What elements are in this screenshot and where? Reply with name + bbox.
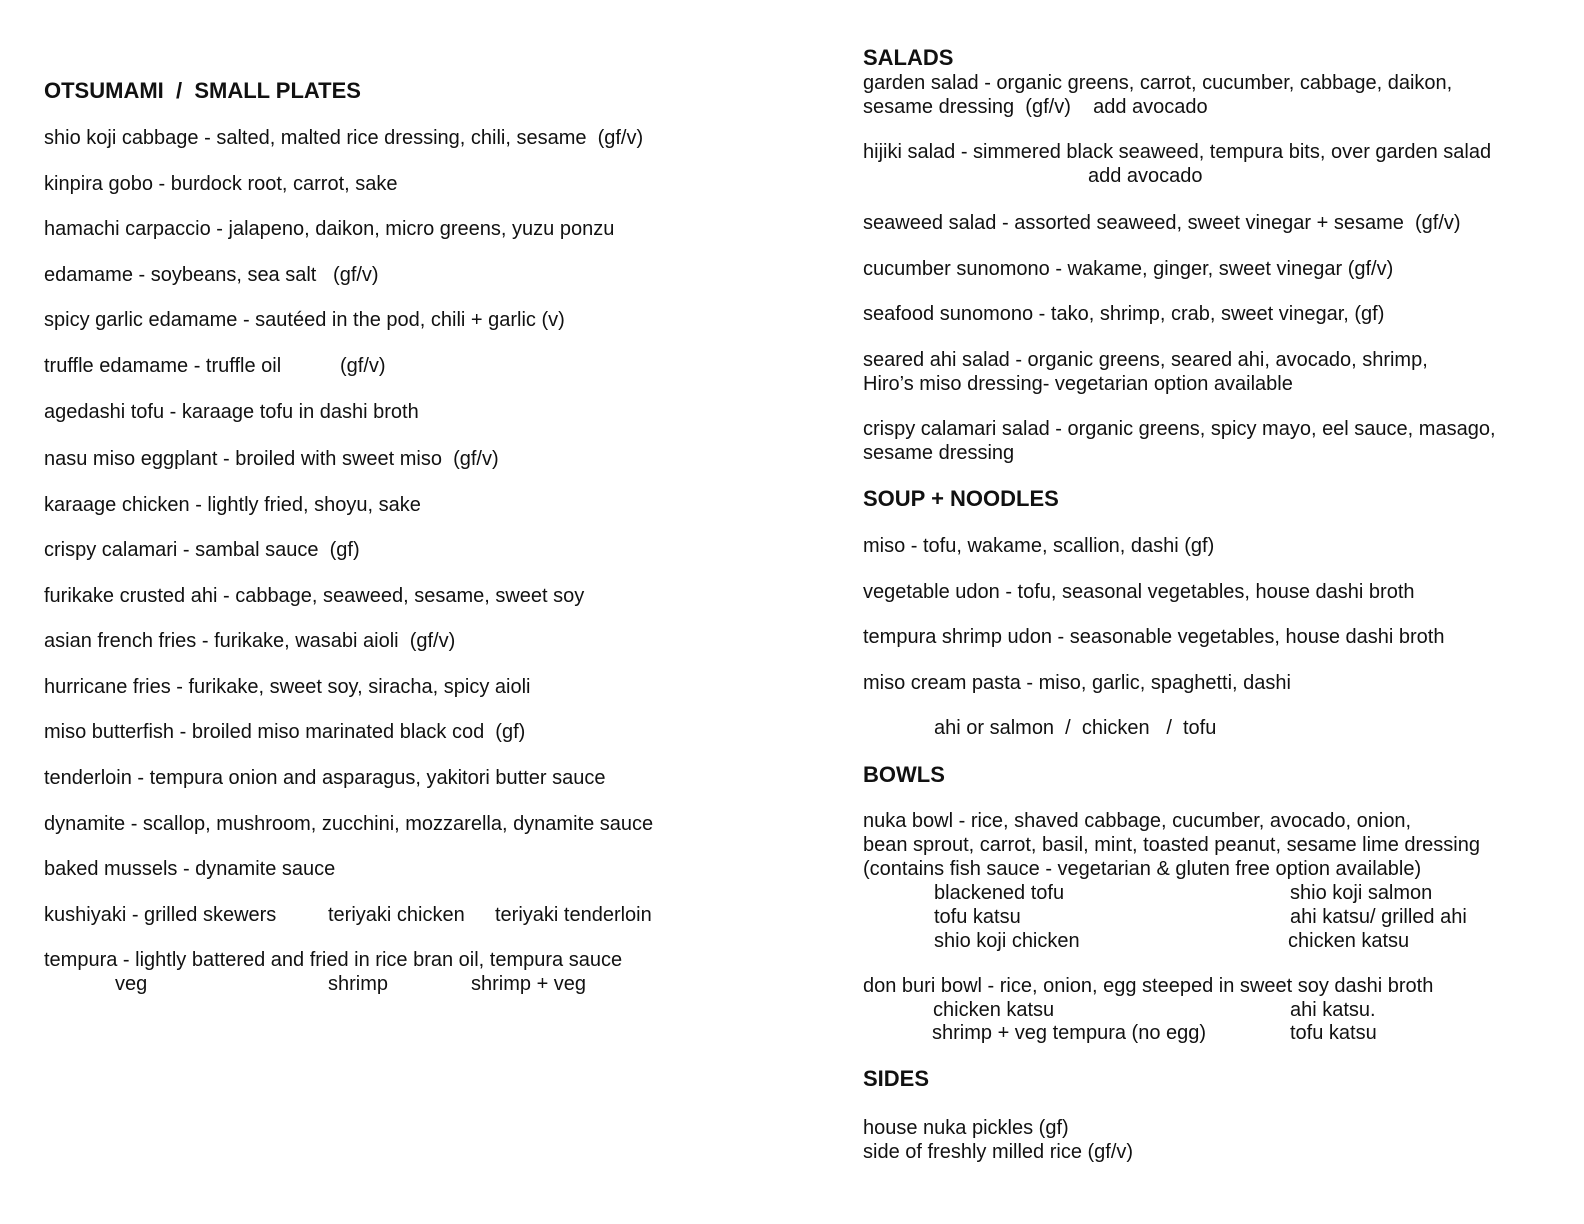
salad-item: cucumber sunomono - wakame, ginger, sweet vinegar (gf/v) (863, 258, 1394, 280)
soup-noodle-item: vegetable udon - tofu, seasonal vegetables, house dashi broth (863, 581, 1415, 603)
small-plates-heading: OTSUMAMI / SMALL PLATES (44, 78, 361, 103)
soup-noodle-option: ahi or salmon / chicken / tofu (934, 717, 1217, 739)
menu-item-option: veg (115, 973, 148, 995)
bowl-option: tofu katsu (1290, 1022, 1377, 1044)
side-item: house nuka pickles (gf) (863, 1117, 1069, 1139)
salad-item: sesame dressing (863, 442, 1015, 464)
menu-item: agedashi tofu - karaage tofu in dashi broth (44, 401, 419, 423)
menu-item: shio koji cabbage - salted, malted rice dressing, chili, sesame (gf/v) (44, 127, 644, 149)
bowl-option: ahi katsu/ grilled ahi (1290, 906, 1467, 928)
menu-item: hamachi carpaccio - jalapeno, daikon, micro greens, yuzu ponzu (44, 218, 615, 240)
menu-item: edamame - soybeans, sea salt (gf/v) (44, 264, 379, 286)
salad-item: Hiro’s miso dressing- vegetarian option available (863, 373, 1293, 395)
menu-item: truffle edamame - truffle oil (44, 355, 282, 377)
salad-item: sesame dressing (gf/v) add avocado (863, 96, 1208, 118)
menu-item: karaage chicken - lightly fried, shoyu, sake (44, 494, 421, 516)
menu-item-option: teriyaki chicken (328, 904, 465, 926)
menu-item: dynamite - scallop, mushroom, zucchini, mozzarella, dynamite sauce (44, 813, 654, 835)
menu-item: spicy garlic edamame - sautéed in the pod, chili + garlic (v) (44, 309, 565, 331)
menu-item: kushiyaki - grilled skewers (44, 904, 277, 926)
soup-noodles-heading: SOUP + NOODLES (863, 486, 1059, 511)
menu-item: crispy calamari - sambal sauce (gf) (44, 539, 360, 561)
bowl-option: chicken katsu (933, 999, 1055, 1021)
bowl-option: blackened tofu (934, 882, 1065, 904)
menu-item-dietary-tag: (gf/v) (340, 355, 386, 377)
bowl-option: shio koji chicken (934, 930, 1080, 952)
menu-item: baked mussels - dynamite sauce (44, 858, 336, 880)
menu-item-option: teriyaki tenderloin (495, 904, 652, 926)
menu-item: hurricane fries - furikake, sweet soy, siracha, spicy aioli (44, 676, 531, 698)
bowls-heading: BOWLS (863, 762, 945, 787)
salad-item: hijiki salad - simmered black seaweed, tempura bits, over garden salad (863, 141, 1492, 163)
side-item: side of freshly milled rice (gf/v) (863, 1141, 1134, 1163)
soup-noodle-item: tempura shrimp udon - seasonable vegetables, house dashi broth (863, 626, 1445, 648)
soup-noodle-item: miso cream pasta - miso, garlic, spaghetti, dashi (863, 672, 1291, 694)
salads-heading: SALADS (863, 45, 954, 70)
bowl-option: ahi katsu. (1290, 999, 1376, 1021)
bowl-item: bean sprout, carrot, basil, mint, toasted peanut, sesame lime dressing (863, 834, 1480, 856)
menu-item: kinpira gobo - burdock root, carrot, sake (44, 173, 398, 195)
soup-noodle-item: miso - tofu, wakame, scallion, dashi (gf) (863, 535, 1215, 557)
salad-item: crispy calamari salad - organic greens, spicy mayo, eel sauce, masago, (863, 418, 1496, 440)
sides-heading: SIDES (863, 1066, 930, 1091)
salad-item: seared ahi salad - organic greens, seared ahi, avocado, shrimp, (863, 349, 1428, 371)
salad-item: garden salad - organic greens, carrot, cucumber, cabbage, daikon, (863, 72, 1453, 94)
bowl-item: (contains fish sauce - vegetarian & gluten free option available) (863, 858, 1422, 880)
menu-item: miso butterfish - broiled miso marinated black cod (gf) (44, 721, 526, 743)
menu-item: tenderloin - tempura onion and asparagus, yakitori butter sauce (44, 767, 606, 789)
menu-item-option: shrimp + veg (471, 973, 587, 995)
salad-item-option: add avocado (1088, 165, 1203, 187)
bowl-option: shrimp + veg tempura (no egg) (932, 1022, 1207, 1044)
menu-item: tempura - lightly battered and fried in rice bran oil, tempura sauce (44, 949, 623, 971)
bowl-item: nuka bowl - rice, shaved cabbage, cucumber, avocado, onion, (863, 810, 1412, 832)
menu-item: asian french fries - furikake, wasabi aioli (gf/v) (44, 630, 456, 652)
bowl-item: don buri bowl - rice, onion, egg steeped in sweet soy dashi broth (863, 975, 1434, 997)
bowl-option: tofu katsu (934, 906, 1021, 928)
menu-item: nasu miso eggplant - broiled with sweet miso (gf/v) (44, 448, 499, 470)
salad-item: seaweed salad - assorted seaweed, sweet vinegar + sesame (gf/v) (863, 212, 1461, 234)
bowl-option: chicken katsu (1288, 930, 1410, 952)
salad-item: seafood sunomono - tako, shrimp, crab, sweet vinegar, (gf) (863, 303, 1385, 325)
menu-item: furikake crusted ahi - cabbage, seaweed, sesame, sweet soy (44, 585, 585, 607)
bowl-option: shio koji salmon (1290, 882, 1433, 904)
menu-item-option: shrimp (328, 973, 389, 995)
